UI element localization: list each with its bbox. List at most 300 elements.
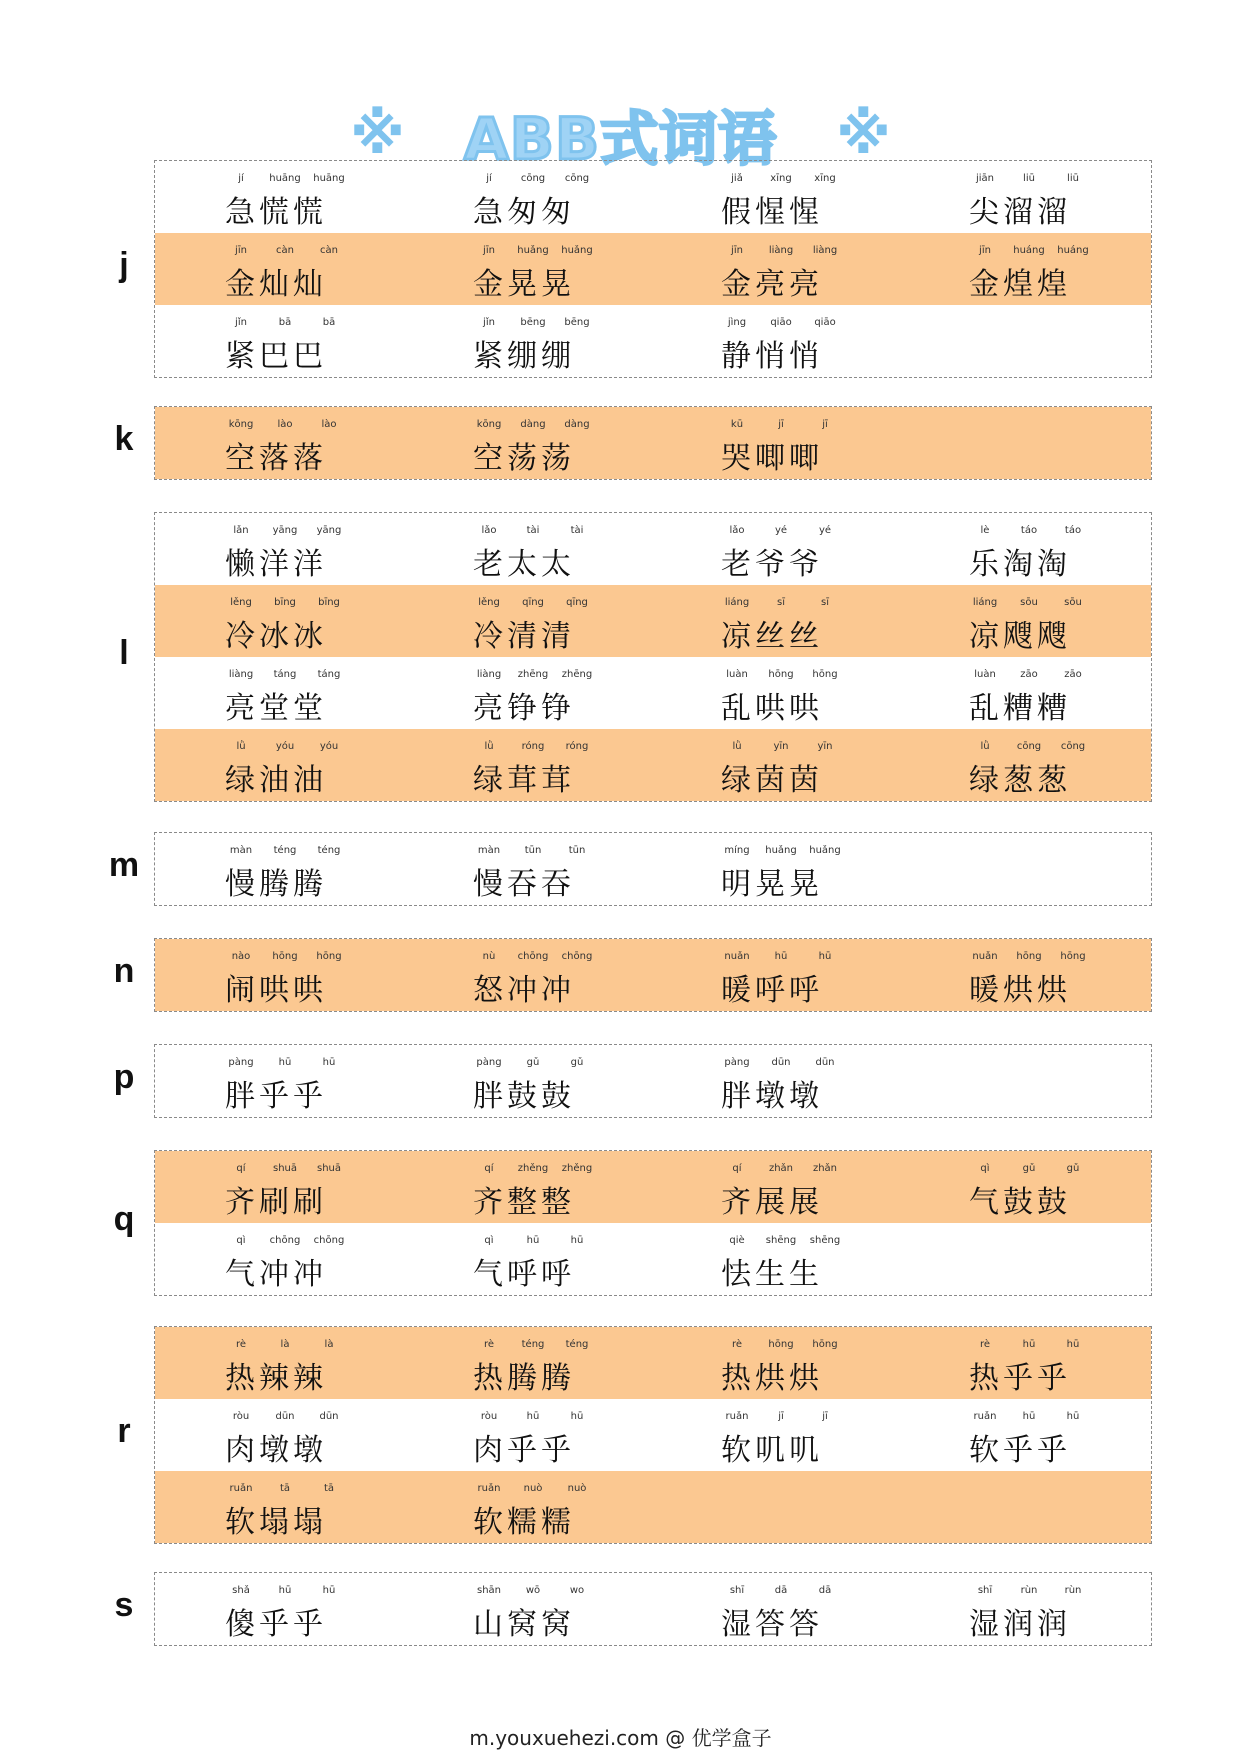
word-cell (225, 1471, 465, 1543)
word-cell (473, 161, 713, 233)
pinyin-syllable: hū (1066, 1339, 1080, 1350)
table-row (155, 1151, 1151, 1223)
abb-word: 空落落 (225, 441, 327, 476)
pinyin-syllable: huāng (269, 173, 301, 184)
word-table (154, 1150, 1152, 1296)
pinyin-syllable: liàng (812, 245, 838, 256)
pinyin-syllable: lǜ (980, 741, 990, 752)
pinyin-syllable: yāng (316, 525, 342, 536)
pinyin-syllable: huáng (1057, 245, 1089, 256)
pinyin-syllable: zhěng (561, 1163, 593, 1174)
pinyin-syllable: lěng (230, 597, 252, 608)
pinyin-syllable: huǎng (765, 845, 797, 856)
initial-letter: l (119, 634, 129, 672)
pinyin-syllable: liàng (228, 669, 254, 680)
table-row (155, 1573, 1151, 1645)
pinyin-syllable: bīng (318, 597, 340, 608)
pinyin-syllable: jīn (235, 245, 247, 256)
word-table (154, 512, 1152, 802)
word-cell (473, 513, 713, 585)
table-row (155, 729, 1151, 801)
pinyin-syllable: rùn (1020, 1585, 1038, 1596)
pinyin-syllable: hōng (768, 669, 794, 680)
pinyin-syllable: qì (980, 1163, 990, 1174)
pinyin-syllable: là (280, 1339, 290, 1350)
abb-word: 绿葱葱 (969, 763, 1071, 798)
word-cell (473, 1573, 713, 1645)
word-cell (473, 407, 713, 479)
pinyin-syllable: zhěng (517, 1163, 549, 1174)
word-cell (225, 1399, 465, 1471)
word-table (154, 938, 1152, 1012)
word-cell (969, 585, 1209, 657)
pinyin-syllable: jiān (975, 173, 995, 184)
pinyin-syllable: qiè (729, 1235, 745, 1246)
abb-word: 山窝窝 (473, 1607, 575, 1642)
pinyin-syllable: yóu (319, 741, 339, 752)
word-cell (721, 1327, 961, 1399)
word-table (154, 1572, 1152, 1646)
word-cell (473, 729, 713, 801)
abb-word: 紧巴巴 (225, 339, 327, 374)
table-row (155, 1327, 1151, 1399)
word-cell (225, 729, 465, 801)
abb-word: 怒冲冲 (473, 973, 575, 1008)
initial-letter: j (119, 246, 129, 284)
word-cell (721, 939, 961, 1011)
pinyin-syllable: qí (236, 1163, 246, 1174)
initial-letter: q (113, 1200, 135, 1238)
abb-word: 亮堂堂 (225, 691, 327, 726)
word-cell (473, 1327, 713, 1399)
pinyin-syllable: qì (236, 1235, 246, 1246)
abb-word: 热腾腾 (473, 1361, 575, 1396)
table-row (155, 657, 1151, 729)
word-cell (969, 939, 1209, 1011)
abb-word: 乐淘淘 (969, 547, 1071, 582)
pinyin-syllable: gǔ (1066, 1163, 1080, 1174)
pinyin-syllable: hū (1022, 1339, 1036, 1350)
abb-word: 暖呼呼 (721, 973, 823, 1008)
table-row (155, 233, 1151, 305)
pinyin-syllable: shuā (272, 1163, 298, 1174)
abb-word: 湿答答 (721, 1607, 823, 1642)
pinyin-syllable: ròu (232, 1411, 250, 1422)
pinyin-syllable: jī (778, 1411, 784, 1422)
word-cell (473, 939, 713, 1011)
abb-word: 胖乎乎 (225, 1079, 327, 1114)
word-cell (225, 233, 465, 305)
pinyin-syllable: rè (235, 1339, 247, 1350)
letter-group (154, 832, 1152, 906)
pinyin-syllable: hū (1066, 1411, 1080, 1422)
pinyin-syllable: liū (1023, 173, 1035, 184)
pinyin-syllable: róng (521, 741, 545, 752)
pinyin-syllable: ruǎn (725, 1411, 749, 1422)
pinyin-syllable: jǐn (235, 317, 247, 328)
pinyin-syllable: dā (818, 1585, 832, 1596)
pinyin-syllable: táng (317, 669, 341, 680)
abb-word: 绿茵茵 (721, 763, 823, 798)
pinyin-syllable: tài (526, 525, 540, 536)
pinyin-syllable: liàng (768, 245, 794, 256)
pinyin-syllable: liàng (476, 669, 502, 680)
pinyin-syllable: wō (525, 1585, 541, 1596)
pinyin-syllable: tā (279, 1483, 291, 1494)
word-cell (969, 1327, 1209, 1399)
abb-word: 静悄悄 (721, 339, 823, 374)
abb-word: 慢吞吞 (473, 867, 575, 902)
pinyin-syllable: liáng (972, 597, 998, 608)
abb-word: 老爷爷 (721, 547, 823, 582)
letter-group (154, 938, 1152, 1012)
pinyin-syllable: nuǎn (972, 951, 998, 962)
pinyin-syllable: yé (774, 525, 788, 536)
letter-group (154, 1044, 1152, 1118)
pinyin-syllable: tūn (568, 845, 586, 856)
pinyin-syllable: nuǎn (724, 951, 750, 962)
abb-word: 金煌煌 (969, 267, 1071, 302)
pinyin-syllable: téng (565, 1339, 589, 1350)
letter-group (154, 1150, 1152, 1296)
word-cell (225, 1223, 465, 1295)
pinyin-syllable: sī (821, 597, 829, 608)
word-cell (721, 657, 961, 729)
pinyin-syllable: rùn (1064, 1585, 1082, 1596)
pinyin-syllable: luàn (974, 669, 996, 680)
word-cell (473, 585, 713, 657)
pinyin-syllable: jīn (979, 245, 991, 256)
pinyin-syllable: hū (774, 951, 788, 962)
pinyin-syllable: róng (565, 741, 589, 752)
abb-word: 凉飕飕 (969, 619, 1071, 654)
pinyin-syllable: chōng (561, 951, 593, 962)
pinyin-syllable: téng (273, 845, 297, 856)
word-cell (969, 1573, 1209, 1645)
pinyin-syllable: cōng (520, 173, 546, 184)
pinyin-syllable: lǎn (233, 525, 249, 536)
pinyin-syllable: lǎo (729, 525, 745, 536)
pinyin-syllable: hū (278, 1585, 292, 1596)
pinyin-syllable: ruǎn (477, 1483, 501, 1494)
abb-word: 热烘烘 (721, 1361, 823, 1396)
pinyin-syllable: jiǎ (731, 173, 743, 184)
pinyin-syllable: là (324, 1339, 334, 1350)
table-row (155, 1399, 1151, 1471)
footer-credit: m.youxuehezi.com @ 优学盒子 (469, 1726, 772, 1750)
pinyin-syllable: zhǎn (768, 1163, 794, 1174)
pinyin-syllable: màn (477, 845, 501, 856)
word-cell (721, 1223, 961, 1295)
pinyin-syllable: sōu (1064, 597, 1082, 608)
letter-group (154, 1572, 1152, 1646)
pinyin-syllable: hū (322, 1057, 336, 1068)
letter-group (154, 160, 1152, 378)
word-cell (721, 407, 961, 479)
word-cell (473, 233, 713, 305)
pinyin-syllable: yīn (817, 741, 833, 752)
pinyin-syllable: càn (276, 245, 294, 256)
abb-word: 软塌塌 (225, 1505, 327, 1540)
word-cell (225, 1045, 465, 1117)
word-table (154, 1044, 1152, 1118)
pinyin-syllable: téng (317, 845, 341, 856)
pinyin-syllable: bīng (274, 597, 296, 608)
pinyin-syllable: ruǎn (229, 1483, 253, 1494)
pinyin-syllable: táng (273, 669, 297, 680)
pinyin-syllable: huǎng (561, 245, 593, 256)
pinyin-syllable: hōng (1060, 951, 1086, 962)
pinyin-syllable: nù (482, 951, 496, 962)
abb-word: 热乎乎 (969, 1361, 1071, 1396)
pinyin-syllable: lào (321, 419, 337, 430)
pinyin-syllable: bā (278, 317, 292, 328)
abb-word: 气呼呼 (473, 1257, 575, 1292)
word-cell (225, 833, 465, 905)
abb-word: 金灿灿 (225, 267, 327, 302)
word-cell (969, 729, 1209, 801)
pinyin-syllable: jí (238, 173, 244, 184)
pinyin-syllable: shǎ (232, 1585, 250, 1596)
word-cell (721, 729, 961, 801)
pinyin-syllable: hōng (272, 951, 298, 962)
pinyin-syllable: yāng (272, 525, 298, 536)
table-row (155, 1045, 1151, 1117)
initial-letter: n (113, 952, 135, 990)
word-table (154, 832, 1152, 906)
abb-word: 凉丝丝 (721, 619, 823, 654)
abb-word: 冷清清 (473, 619, 575, 654)
word-table (154, 1326, 1152, 1544)
pinyin-syllable: táo (1020, 525, 1038, 536)
pinyin-syllable: qiāo (770, 317, 792, 328)
pinyin-syllable: liū (1067, 173, 1079, 184)
word-cell (225, 585, 465, 657)
pinyin-syllable: téng (521, 1339, 545, 1350)
reference-mark-icon: ※ (350, 101, 405, 167)
pinyin-syllable: càn (320, 245, 338, 256)
abb-word: 金晃晃 (473, 267, 575, 302)
abb-word: 绿茸茸 (473, 763, 575, 798)
word-cell (969, 233, 1209, 305)
pinyin-syllable: hōng (812, 669, 838, 680)
letter-group (154, 512, 1152, 802)
pinyin-syllable: gǔ (526, 1057, 540, 1068)
pinyin-syllable: kōng (476, 419, 502, 430)
abb-word: 热辣辣 (225, 1361, 327, 1396)
abb-word: 齐展展 (721, 1185, 823, 1220)
pinyin-syllable: jǐn (483, 317, 495, 328)
word-table (154, 406, 1152, 480)
pinyin-syllable: shēng (765, 1235, 797, 1246)
abb-word: 肉乎乎 (473, 1433, 575, 1468)
pinyin-syllable: bā (322, 317, 336, 328)
pinyin-syllable: shēng (809, 1235, 841, 1246)
abb-word: 绿油油 (225, 763, 327, 798)
table-row (155, 407, 1151, 479)
word-cell (473, 1223, 713, 1295)
pinyin-syllable: pàng (724, 1057, 750, 1068)
word-cell (473, 305, 713, 377)
abb-word: 乱哄哄 (721, 691, 823, 726)
word-cell (969, 513, 1209, 585)
pinyin-syllable: hū (1022, 1411, 1036, 1422)
abb-word: 亮铮铮 (473, 691, 575, 726)
pinyin-syllable: dūn (815, 1057, 835, 1068)
word-cell (721, 833, 961, 905)
pinyin-syllable: qiāo (814, 317, 836, 328)
pinyin-syllable: zāo (1064, 669, 1082, 680)
pinyin-syllable: zhǎn (812, 1163, 838, 1174)
initial-letter: r (117, 1412, 131, 1450)
pinyin-syllable: hōng (1016, 951, 1042, 962)
pinyin-syllable: jī (822, 1411, 828, 1422)
abb-word: 湿润润 (969, 1607, 1071, 1642)
initial-letter: p (113, 1058, 135, 1096)
pinyin-syllable: jìng (727, 317, 747, 328)
abb-word: 软乎乎 (969, 1433, 1071, 1468)
pinyin-syllable: rè (731, 1339, 743, 1350)
word-cell (721, 585, 961, 657)
abb-word: 乱糟糟 (969, 691, 1071, 726)
abb-word: 软叽叽 (721, 1433, 823, 1468)
pinyin-syllable: chōng (517, 951, 549, 962)
word-cell (721, 305, 961, 377)
abb-word: 假惺惺 (721, 195, 823, 230)
pinyin-syllable: qīng (566, 597, 588, 608)
pinyin-syllable: dàng (520, 419, 546, 430)
word-cell (225, 657, 465, 729)
word-cell (225, 939, 465, 1011)
pinyin-syllable: bēng (520, 317, 546, 328)
abb-word: 怯生生 (721, 1257, 823, 1292)
pinyin-syllable: dūn (275, 1411, 295, 1422)
pinyin-syllable: shuā (316, 1163, 342, 1174)
pinyin-syllable: zhēng (517, 669, 549, 680)
word-cell (721, 161, 961, 233)
pinyin-syllable: tūn (524, 845, 542, 856)
word-cell (473, 1045, 713, 1117)
abb-word: 胖墩墩 (721, 1079, 823, 1114)
pinyin-syllable: hū (278, 1057, 292, 1068)
pinyin-syllable: chōng (313, 1235, 345, 1246)
word-cell (473, 657, 713, 729)
pinyin-syllable: nuò (567, 1483, 587, 1494)
pinyin-syllable: shī (729, 1585, 745, 1596)
pinyin-syllable: sī (777, 597, 785, 608)
pinyin-syllable: jīn (483, 245, 495, 256)
pinyin-syllable: míng (724, 845, 750, 856)
word-cell (721, 1151, 961, 1223)
abb-word: 齐整整 (473, 1185, 575, 1220)
pinyin-syllable: pàng (228, 1057, 254, 1068)
pinyin-syllable: lǜ (236, 741, 246, 752)
pinyin-syllable: gǔ (1022, 1163, 1036, 1174)
pinyin-syllable: cōng (1060, 741, 1086, 752)
word-cell (721, 233, 961, 305)
pinyin-syllable: huāng (313, 173, 345, 184)
abb-word: 懒洋洋 (225, 547, 327, 582)
word-cell (969, 657, 1209, 729)
table-row (155, 161, 1151, 233)
pinyin-syllable: yóu (275, 741, 295, 752)
word-table (154, 160, 1152, 378)
pinyin-syllable: qīng (522, 597, 544, 608)
pinyin-syllable: zāo (1020, 669, 1038, 680)
abb-word: 气鼓鼓 (969, 1185, 1071, 1220)
abb-word: 紧绷绷 (473, 339, 575, 374)
pinyin-syllable: pàng (476, 1057, 502, 1068)
word-cell (969, 1151, 1209, 1223)
pinyin-syllable: hōng (768, 1339, 794, 1350)
table-row (155, 513, 1151, 585)
letter-group (154, 406, 1152, 480)
title-text: ABB式词语 (463, 105, 778, 173)
pinyin-syllable: jī (778, 419, 784, 430)
word-cell (473, 833, 713, 905)
initial-letter: k (114, 420, 134, 458)
pinyin-syllable: hū (526, 1411, 540, 1422)
pinyin-syllable: qì (484, 1235, 494, 1246)
word-cell (225, 1151, 465, 1223)
word-cell (225, 513, 465, 585)
pinyin-syllable: gǔ (570, 1057, 584, 1068)
word-cell (969, 1399, 1209, 1471)
pinyin-syllable: hōng (812, 1339, 838, 1350)
pinyin-syllable: wo (569, 1585, 585, 1596)
pinyin-syllable: màn (229, 845, 253, 856)
word-cell (721, 1399, 961, 1471)
table-row (155, 1223, 1151, 1295)
pinyin-syllable: luàn (726, 669, 748, 680)
pinyin-syllable: hū (818, 951, 832, 962)
abb-word: 闹哄哄 (225, 973, 327, 1008)
pinyin-syllable: zhēng (561, 669, 593, 680)
pinyin-syllable: dā (774, 1585, 788, 1596)
pinyin-syllable: rè (979, 1339, 991, 1350)
pinyin-syllable: jí (486, 173, 492, 184)
abb-word: 气冲冲 (225, 1257, 327, 1292)
word-cell (225, 1573, 465, 1645)
pinyin-syllable: lǜ (484, 741, 494, 752)
reference-mark-icon: ※ (836, 101, 891, 167)
word-cell (225, 1327, 465, 1399)
abb-word: 软糯糯 (473, 1505, 575, 1540)
pinyin-syllable: tā (323, 1483, 335, 1494)
pinyin-syllable: hū (526, 1235, 540, 1246)
table-row (155, 1471, 1151, 1543)
abb-word: 金亮亮 (721, 267, 823, 302)
pinyin-syllable: dūn (771, 1057, 791, 1068)
pinyin-syllable: kū (730, 419, 744, 430)
abb-word: 傻乎乎 (225, 1607, 327, 1642)
pinyin-syllable: lè (980, 525, 990, 536)
word-cell (721, 1045, 961, 1117)
word-cell (225, 161, 465, 233)
pinyin-syllable: hōng (316, 951, 342, 962)
word-cell (473, 1151, 713, 1223)
word-cell (969, 161, 1209, 233)
table-row (155, 939, 1151, 1011)
pinyin-syllable: xīng (814, 173, 836, 184)
abb-word: 肉墩墩 (225, 1433, 327, 1468)
pinyin-syllable: chōng (269, 1235, 301, 1246)
pinyin-syllable: cōng (1016, 741, 1042, 752)
pinyin-syllable: kōng (228, 419, 254, 430)
word-cell (225, 407, 465, 479)
word-cell (473, 1399, 713, 1471)
pinyin-syllable: sōu (1020, 597, 1038, 608)
